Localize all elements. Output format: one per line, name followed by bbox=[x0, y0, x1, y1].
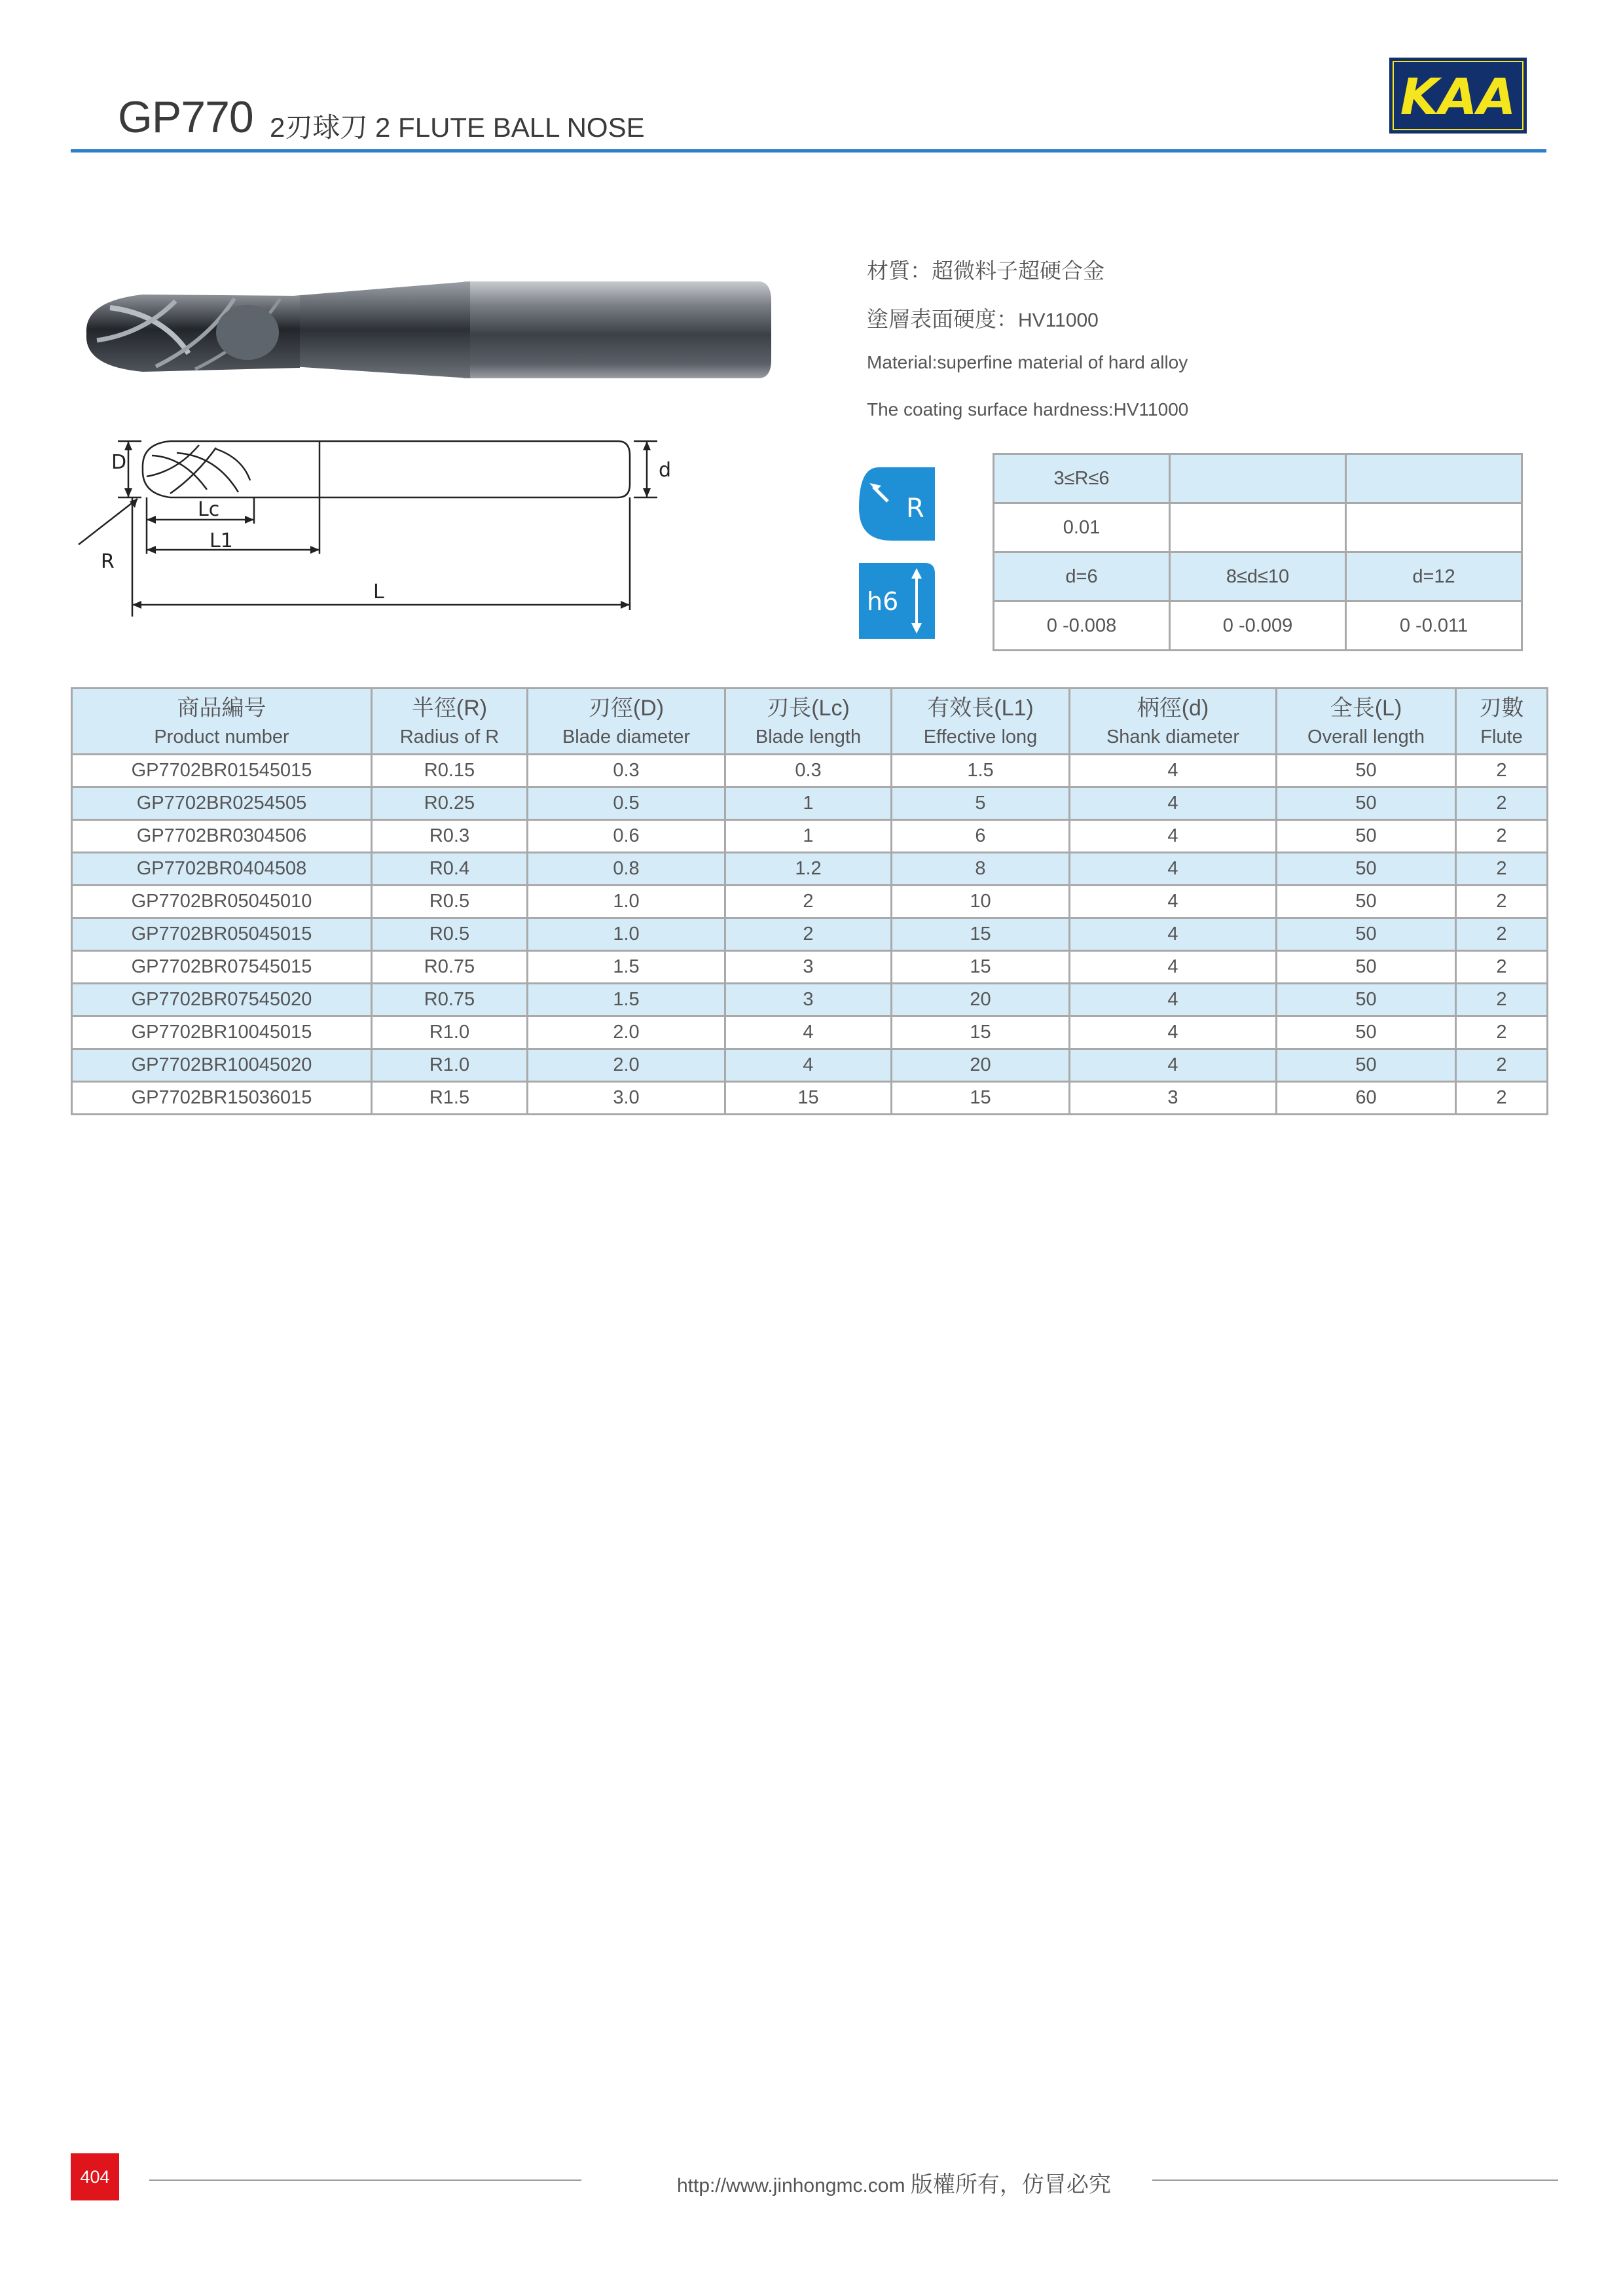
table-cell: 1.5 bbox=[892, 755, 1070, 787]
footer-text bbox=[677, 2166, 1111, 2198]
shank-tolerance-icon bbox=[859, 563, 935, 639]
table-cell: 15 bbox=[892, 951, 1070, 984]
table-cell: 2 bbox=[1456, 984, 1548, 1016]
radius-icon-label: R bbox=[906, 493, 924, 524]
table-cell: 0.8 bbox=[528, 853, 725, 886]
product-subtitle: 2刃球刀 2 FLUTE BALL NOSE bbox=[270, 112, 645, 143]
shank-icon-label: h6 bbox=[867, 587, 899, 616]
table-cell: 15 bbox=[892, 918, 1070, 951]
table-cell: 2.0 bbox=[528, 1049, 725, 1082]
table-cell: 4 bbox=[1070, 755, 1277, 787]
table-cell: 1.5 bbox=[528, 984, 725, 1016]
column-header-cn: 柄徑(d) bbox=[1137, 696, 1209, 721]
tol-r-value: 0.01 bbox=[994, 503, 1170, 552]
table-row bbox=[72, 1016, 1548, 1049]
table-cell: 2 bbox=[1456, 1082, 1548, 1115]
table-row bbox=[72, 886, 1548, 918]
table-cell: 0.5 bbox=[528, 787, 725, 820]
column-header bbox=[372, 689, 528, 755]
table-cell: GP7702BR15036015 bbox=[72, 1082, 372, 1115]
table-row bbox=[72, 755, 1548, 787]
tol-d-value: 0 -0.008 bbox=[994, 601, 1170, 651]
table-cell: 50 bbox=[1277, 820, 1456, 853]
table-cell: 4 bbox=[1070, 1016, 1277, 1049]
table-cell: GP7702BR05045015 bbox=[72, 918, 372, 951]
column-header-cn: 半徑(R) bbox=[411, 696, 488, 721]
table-cell: 50 bbox=[1277, 853, 1456, 886]
table-cell: GP7702BR0404508 bbox=[72, 853, 372, 886]
table-cell: 3 bbox=[725, 951, 892, 984]
column-header bbox=[528, 689, 725, 755]
table-cell: GP7702BR07545015 bbox=[72, 951, 372, 984]
column-header-cn: 刃徑(D) bbox=[588, 696, 665, 721]
table-cell: 50 bbox=[1277, 886, 1456, 918]
table-cell: 15 bbox=[725, 1082, 892, 1115]
table-cell: 15 bbox=[892, 1016, 1070, 1049]
table-cell: GP7702BR0254505 bbox=[72, 787, 372, 820]
table-cell: 50 bbox=[1277, 984, 1456, 1016]
table-cell: 8 bbox=[892, 853, 1070, 886]
drawing-label-L1: L1 bbox=[210, 529, 233, 552]
tol-d-header: d=6 bbox=[994, 552, 1170, 601]
table-cell: 3.0 bbox=[528, 1082, 725, 1115]
table-cell: R0.75 bbox=[372, 984, 528, 1016]
table-cell: 2 bbox=[725, 918, 892, 951]
table-cell: 3 bbox=[725, 984, 892, 1016]
footer-divider-right bbox=[1152, 2179, 1558, 2181]
table-cell: R1.5 bbox=[372, 1082, 528, 1115]
tol-d-header: d=12 bbox=[1346, 552, 1522, 601]
table-cell: 6 bbox=[892, 820, 1070, 853]
table-cell: 1.5 bbox=[528, 951, 725, 984]
table-cell: 4 bbox=[1070, 886, 1277, 918]
table-cell: R0.4 bbox=[372, 853, 528, 886]
table-cell: 1 bbox=[725, 787, 892, 820]
table-cell: GP7702BR05045010 bbox=[72, 886, 372, 918]
table-cell: R0.25 bbox=[372, 787, 528, 820]
drawing-label-d: d bbox=[659, 459, 672, 482]
table-cell: 0.6 bbox=[528, 820, 725, 853]
tol-r-value bbox=[1170, 503, 1346, 552]
table-cell: 20 bbox=[892, 1049, 1070, 1082]
table-cell: 0.3 bbox=[725, 755, 892, 787]
table-row bbox=[72, 918, 1548, 951]
column-header-en: Shank diameter bbox=[1106, 726, 1240, 747]
table-cell: 2 bbox=[1456, 820, 1548, 853]
tol-d-value: 0 -0.011 bbox=[1346, 601, 1522, 651]
table-cell: 5 bbox=[892, 787, 1070, 820]
table-cell: 2 bbox=[1456, 787, 1548, 820]
drawing-label-L: L bbox=[373, 581, 384, 603]
table-cell: 2 bbox=[1456, 951, 1548, 984]
table-cell: 0.3 bbox=[528, 755, 725, 787]
table-cell: 1 bbox=[725, 820, 892, 853]
table-cell: 50 bbox=[1277, 755, 1456, 787]
table-row bbox=[72, 787, 1548, 820]
column-header-en: Overall length bbox=[1307, 726, 1425, 747]
hardness-cn-label: 塗層表面硬度： bbox=[867, 307, 1018, 331]
column-header bbox=[1456, 689, 1548, 755]
product-table bbox=[71, 687, 1548, 1115]
drawing-label-R: R bbox=[101, 550, 115, 573]
drawing-label-Lc: Lc bbox=[198, 498, 220, 521]
table-cell: 1.0 bbox=[528, 886, 725, 918]
table-cell: 50 bbox=[1277, 918, 1456, 951]
page-number: 404 bbox=[71, 2153, 119, 2200]
tolerance-table bbox=[993, 453, 1523, 651]
column-header-cn: 刃數 bbox=[1479, 696, 1524, 721]
material-en: Material:superfine material of hard alloy bbox=[867, 352, 1188, 372]
table-cell: 2 bbox=[1456, 918, 1548, 951]
column-header bbox=[892, 689, 1070, 755]
column-header-cn: 商品編号 bbox=[177, 696, 266, 721]
table-cell: R0.5 bbox=[372, 918, 528, 951]
column-header bbox=[72, 689, 372, 755]
table-cell: 20 bbox=[892, 984, 1070, 1016]
table-row bbox=[72, 951, 1548, 984]
table-cell: 4 bbox=[1070, 984, 1277, 1016]
column-header-cn: 刃長(Lc) bbox=[767, 696, 850, 721]
table-cell: R0.3 bbox=[372, 820, 528, 853]
table-cell: GP7702BR01545015 bbox=[72, 755, 372, 787]
table-cell: R0.75 bbox=[372, 951, 528, 984]
column-header bbox=[725, 689, 892, 755]
table-body bbox=[72, 755, 1548, 1115]
column-header-cn: 有效長(L1) bbox=[927, 696, 1034, 721]
table-row bbox=[72, 984, 1548, 1016]
column-header bbox=[1070, 689, 1277, 755]
table-cell: 1.2 bbox=[725, 853, 892, 886]
column-header-en: Blade length bbox=[755, 726, 862, 747]
table-cell: 50 bbox=[1277, 1049, 1456, 1082]
table-cell: 50 bbox=[1277, 951, 1456, 984]
header-divider bbox=[71, 149, 1546, 152]
table-cell: R0.15 bbox=[372, 755, 528, 787]
table-cell: 2 bbox=[1456, 755, 1548, 787]
table-cell: R0.5 bbox=[372, 886, 528, 918]
table-cell: 4 bbox=[1070, 1049, 1277, 1082]
table-cell: GP7702BR10045020 bbox=[72, 1049, 372, 1082]
table-row bbox=[72, 1049, 1548, 1082]
table-cell: R1.0 bbox=[372, 1016, 528, 1049]
table-cell: R1.0 bbox=[372, 1049, 528, 1082]
table-cell: GP7702BR0304506 bbox=[72, 820, 372, 853]
table-cell: 10 bbox=[892, 886, 1070, 918]
table-cell: 2 bbox=[1456, 1049, 1548, 1082]
table-cell: 4 bbox=[725, 1016, 892, 1049]
material-cn: 材質：超微料子超硬合金 bbox=[867, 259, 1104, 283]
tol-r-value bbox=[1346, 503, 1522, 552]
table-cell: 4 bbox=[1070, 820, 1277, 853]
tol-r-header bbox=[1346, 454, 1522, 503]
table-cell: 50 bbox=[1277, 787, 1456, 820]
logo-text: KAA bbox=[1400, 67, 1516, 126]
table-cell: 50 bbox=[1277, 1016, 1456, 1049]
table-row bbox=[72, 820, 1548, 853]
table-row bbox=[72, 853, 1548, 886]
footer-copyright: 版權所有，仿冒必究 bbox=[910, 2172, 1111, 2197]
table-cell: GP7702BR07545020 bbox=[72, 984, 372, 1016]
product-code-title: GP770 bbox=[118, 92, 253, 142]
brand-logo bbox=[1389, 58, 1527, 134]
footer-url[interactable]: http://www.jinhongmc.com bbox=[677, 2175, 905, 2197]
hardness-en: The coating surface hardness:HV11000 bbox=[867, 399, 1189, 420]
radius-tolerance-icon bbox=[859, 467, 935, 541]
drawing-label-D: D bbox=[111, 451, 127, 474]
hardness-cn bbox=[867, 302, 1099, 333]
column-header-en: Product number bbox=[154, 726, 289, 747]
table-cell: 2 bbox=[1456, 886, 1548, 918]
table-row bbox=[72, 1082, 1548, 1115]
hardness-value: HV11000 bbox=[1018, 310, 1099, 331]
table-cell: 2 bbox=[1456, 1016, 1548, 1049]
footer-divider-left bbox=[149, 2179, 581, 2181]
table-cell: 15 bbox=[892, 1082, 1070, 1115]
tol-r-header bbox=[1170, 454, 1346, 503]
column-header bbox=[1277, 689, 1456, 755]
column-header-en: Radius of R bbox=[399, 726, 500, 747]
column-header-en: Blade diameter bbox=[562, 726, 691, 747]
table-cell: 4 bbox=[1070, 853, 1277, 886]
table-cell: 2 bbox=[1456, 853, 1548, 886]
tol-d-value: 0 -0.009 bbox=[1170, 601, 1346, 651]
table-cell: 2 bbox=[725, 886, 892, 918]
table-cell: 2.0 bbox=[528, 1016, 725, 1049]
table-cell: 4 bbox=[725, 1049, 892, 1082]
technical-drawing bbox=[79, 429, 672, 619]
column-header-cn: 全長(L) bbox=[1330, 696, 1402, 721]
table-cell: 60 bbox=[1277, 1082, 1456, 1115]
table-cell: 1.0 bbox=[528, 918, 725, 951]
product-photo bbox=[84, 262, 773, 401]
table-cell: 4 bbox=[1070, 787, 1277, 820]
table-cell: 3 bbox=[1070, 1082, 1277, 1115]
table-cell: 4 bbox=[1070, 951, 1277, 984]
table-cell: 4 bbox=[1070, 918, 1277, 951]
table-cell: GP7702BR10045015 bbox=[72, 1016, 372, 1049]
tol-r-header: 3≤R≤6 bbox=[994, 454, 1170, 503]
tol-d-header: 8≤d≤10 bbox=[1170, 552, 1346, 601]
column-header-en: Effective long bbox=[923, 726, 1038, 747]
table-header-row bbox=[72, 689, 1548, 755]
column-header-en: Flute bbox=[1480, 726, 1523, 747]
